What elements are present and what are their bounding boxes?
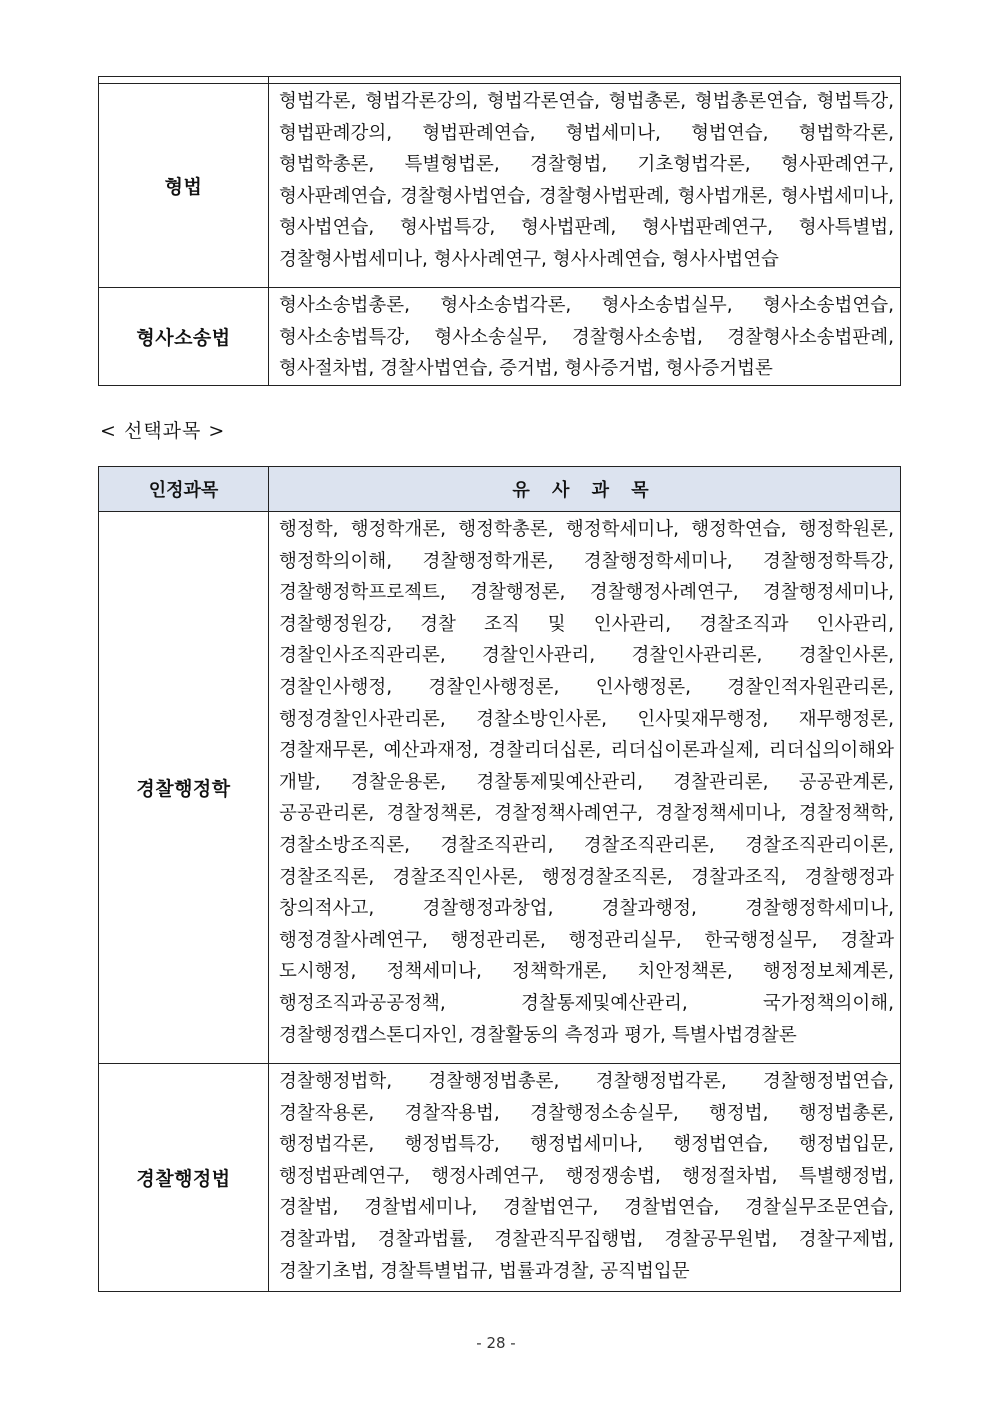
subject-cell: 형사소송법 [99, 288, 269, 386]
table-row [99, 1064, 901, 1292]
similar-courses-cell: 형법각론, 형법각론강의, 형법각론연습, 형법총론, 형법총론연습, 형법특강, 형법판례강의, 형법판례연습, 형법세미나, 형법연습, 형법학각론, 형법학총론, 특별형법론, 경찰형법, 기초형법각론, 형사판례연구, 형사판례연습, 경찰형사법연습, 경찰형사법판례, 형사법개론, 형사법세미나, 형사법연습, 형사법특강, 형사법판례, 형사법판례연구, 형사특별법, 경찰형사법세미나, 형사사례연구, 형사사례연습, 형사사법연습 [269, 84, 901, 288]
table-row [99, 84, 901, 288]
section-title: < 선택과목 > [100, 420, 226, 442]
table-row [99, 288, 901, 386]
similar-courses-cell: 경찰행정법학, 경찰행정법총론, 경찰행정법각론, 경찰행정법연습, 경찰작용론, 경찰작용법, 경찰행정소송실무, 행정법, 행정법총론, 행정법각론, 행정법특강, 행정법세미나, 행정법연습, 행정법입문, 행정법판례연구, 행정사례연구, 행정쟁송법, 행정절차법, 특별행정법, 경찰법, 경찰법세미나, 경찰법연구, 경찰법연습, 경찰실무조문연습, 경찰과법, 경찰과법률, 경찰관직무집행법, 경찰공무원법, 경찰구제법, 경찰기초법, 경찰특별법규, 법률과경찰, 공직법입문 [269, 1064, 901, 1292]
table-continuation-strip [99, 77, 901, 84]
strip-cell [99, 77, 269, 84]
subject-cell: 경찰행정법 [99, 1064, 269, 1292]
major-course-table-continued [98, 76, 901, 386]
subject-cell: 형법 [99, 84, 269, 288]
page-number: - 28 - [476, 1334, 516, 1352]
elective-course-table [98, 466, 901, 1292]
header-similar-courses: 유 사 과 목 [269, 467, 901, 512]
table-row [99, 512, 901, 1064]
strip-cell [269, 77, 901, 84]
subject-cell: 경찰행정학 [99, 512, 269, 1064]
header-recognized-subject: 인정과목 [99, 467, 269, 512]
similar-courses-cell: 형사소송법총론, 형사소송법각론, 형사소송법실무, 형사소송법연습, 형사소송법특강, 형사소송실무, 경찰형사소송법, 경찰형사소송법판례, 형사절차법, 경찰사법연습, 증거법, 형사증거법, 형사증거법론 [269, 288, 901, 386]
similar-courses-cell: 행정학, 행정학개론, 행정학총론, 행정학세미나, 행정학연습, 행정학원론, 행정학의이해, 경찰행정학개론, 경찰행정학세미나, 경찰행정학특강, 경찰행정학프로젝트, 경찰행정론, 경찰행정사례연구, 경찰행정세미나, 경찰행정원강, 경찰 조직 및 인사관리, 경찰조직과 인사관리, 경찰인사조직관리론, 경찰인사관리, 경찰인사관리론, 경찰인사론, 경찰인사행정, 경찰인사행정론, 인사행정론, 경찰인적자원관리론, 행정경찰인사관리론, 경찰소방인사론, 인사및재무행정, 재무행정론, 경찰재무론, 예산과재정, 경찰리더십론, 리더십이론과실제, 리더십의이해와 개발, 경찰운용론, 경찰통제및예산관리, 경찰관리론, 공공관계론, 공공관리론, 경찰정책론, 경찰정책사례연구, 경찰정책세미나, 경찰정책학, 경찰소방조직론, 경찰조직관리, 경찰조직관리론, 경찰조직관리이론, 경찰조직론, 경찰조직인사론, 행정경찰조직론, 경찰과조직, 경찰행정과 창의적사고, 경찰행정과창업, 경찰과행정, 경찰행정학세미나, 행정경찰사례연구, 행정관리론, 행정관리실무, 한국행정실무, 경찰과 도시행정, 정책세미나, 정책학개론, 치안정책론, 행정정보체계론, 행정조직과공공정책, 경찰통제및예산관리, 국가정책의이해, 경찰행정캡스톤디자인, 경찰활동의 측정과 평가, 특별사법경찰론 [269, 512, 901, 1064]
table-header-row [99, 467, 901, 512]
